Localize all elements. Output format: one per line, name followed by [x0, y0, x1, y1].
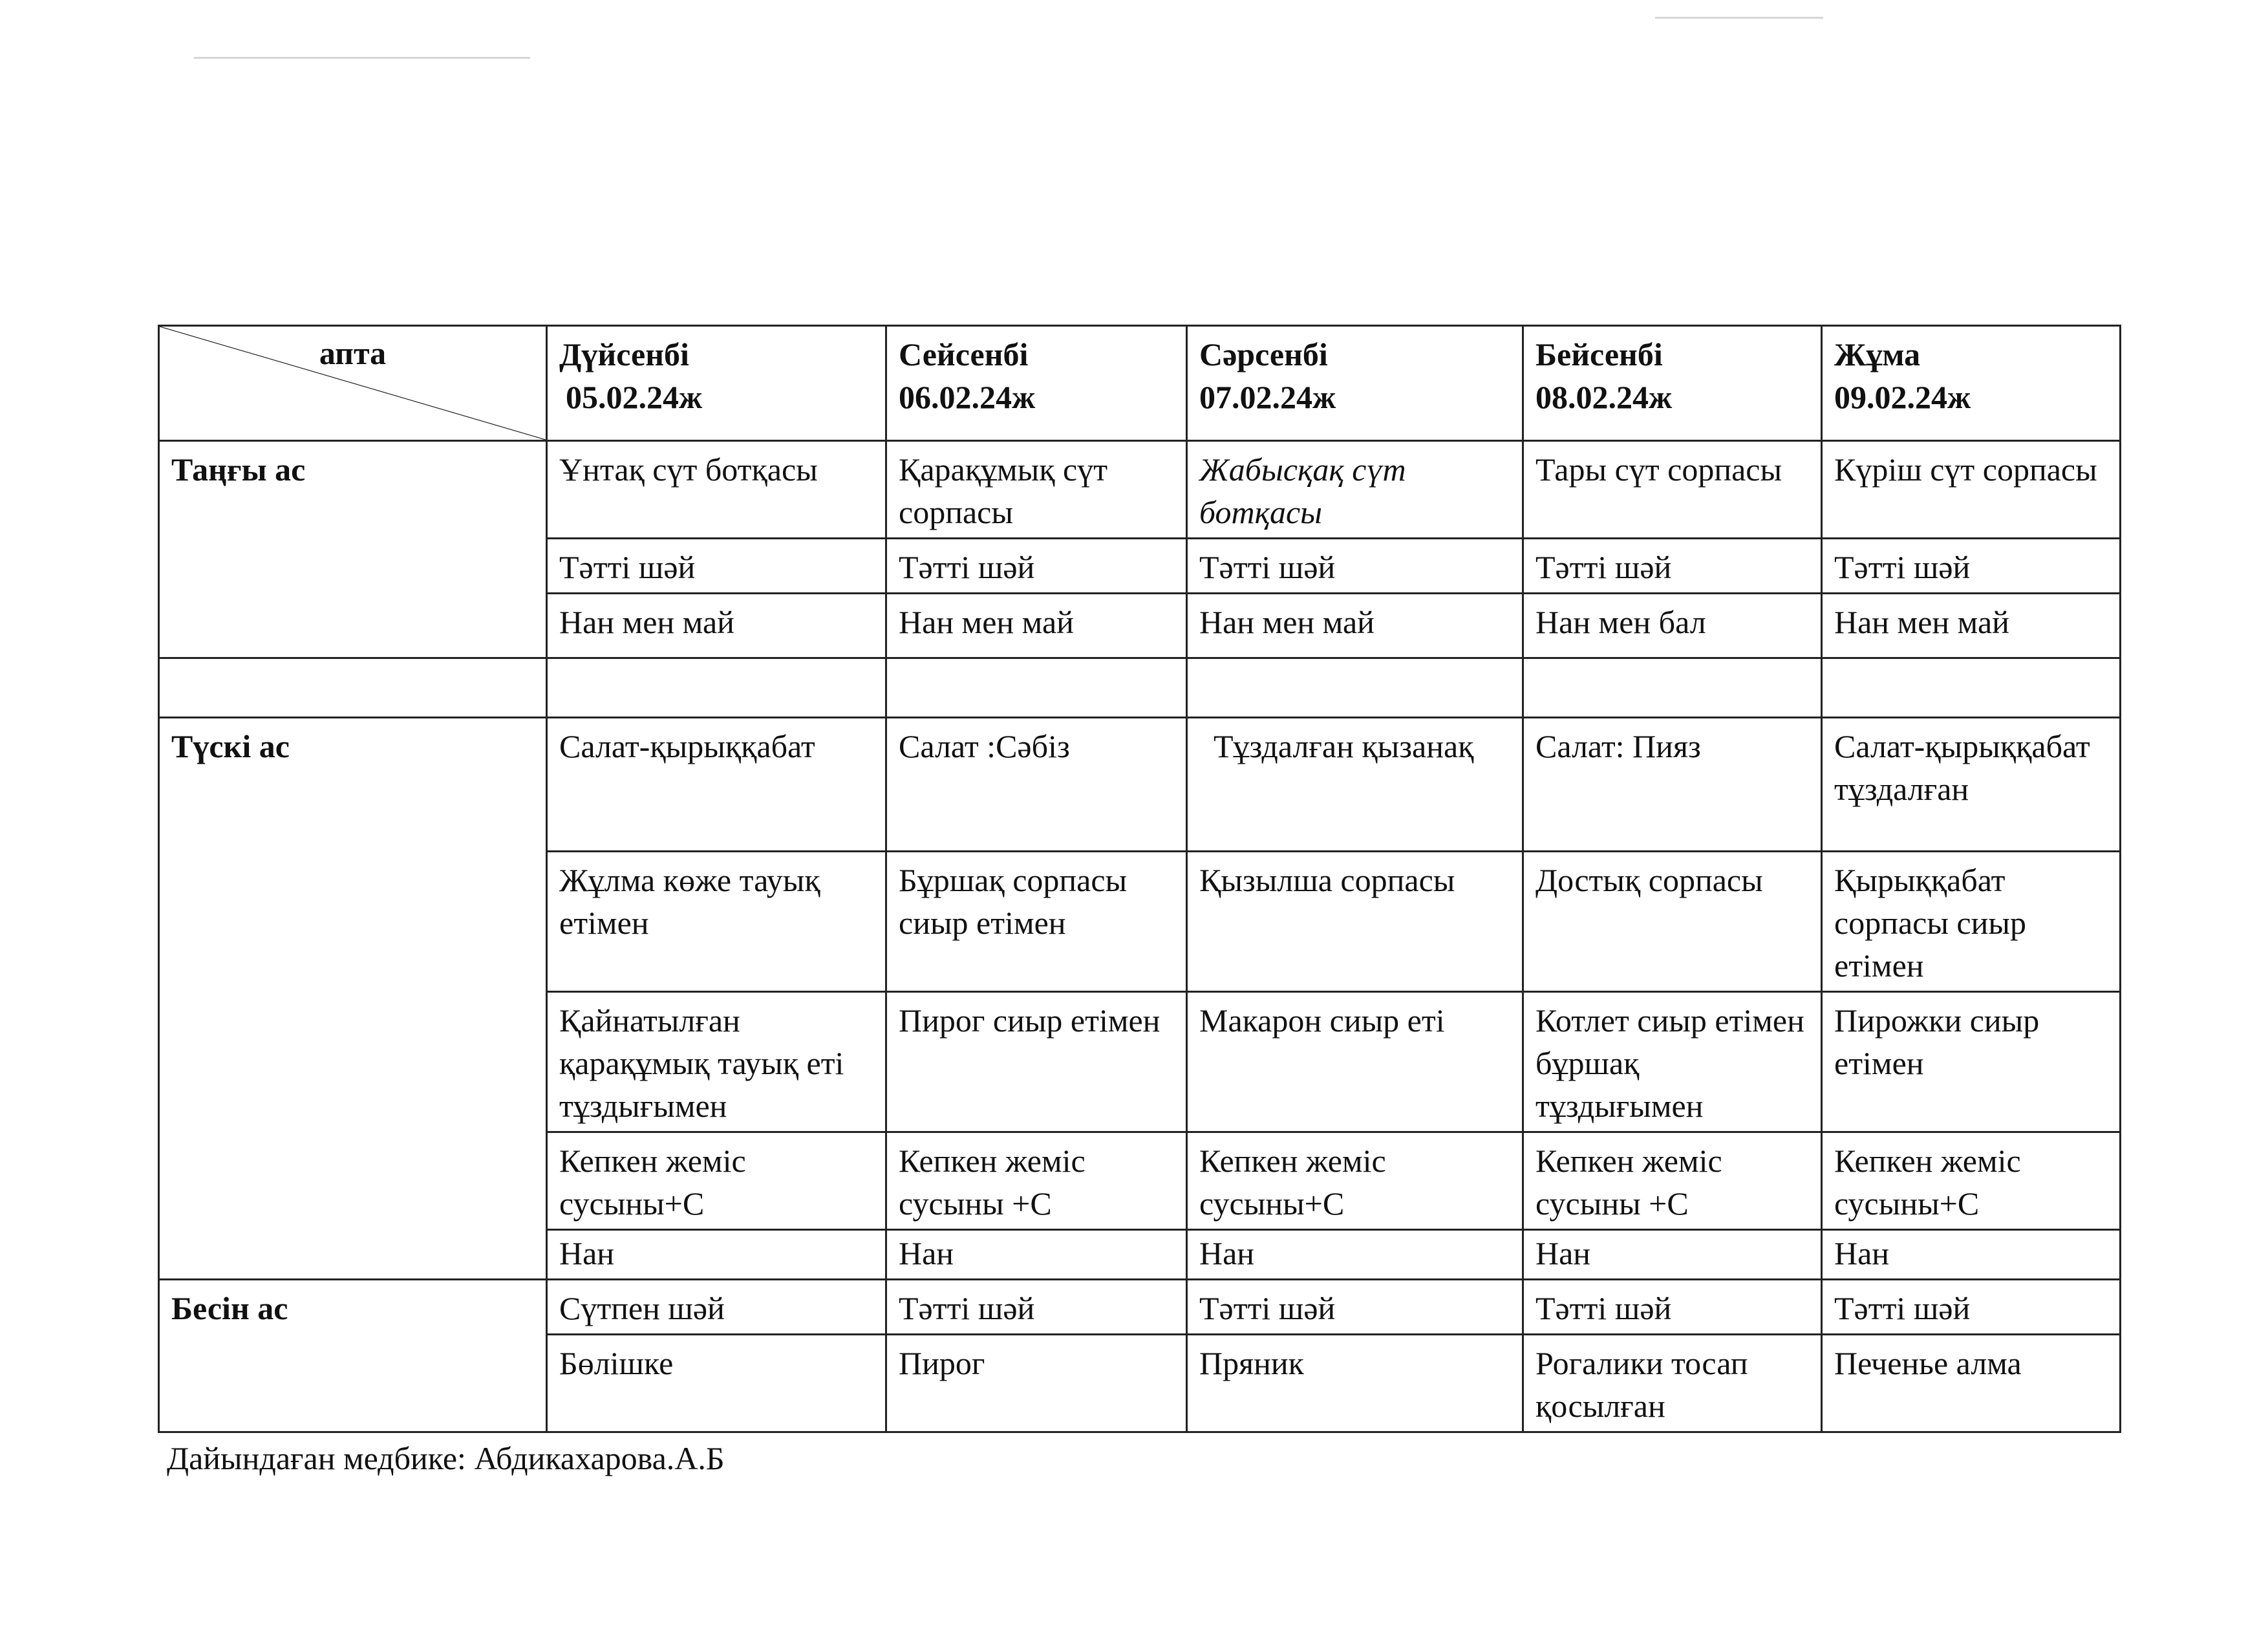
menu-cell: Тұздалған қызанақ [1187, 718, 1523, 852]
menu-cell: Қарақұмық сүт сорпасы [886, 441, 1187, 539]
menu-cell: Қайнатылған қарақұмық тауық еті тұздығымен [547, 992, 886, 1132]
menu-cell: Тәтті шәй [1187, 1280, 1523, 1335]
day-name: Сейсенбі [899, 336, 1029, 372]
menu-cell: Нан мен май [547, 594, 886, 658]
menu-cell: Нан [886, 1230, 1187, 1280]
menu-cell: Пряник [1187, 1335, 1523, 1432]
day-header-friday [1822, 326, 2121, 441]
menu-cell: Жабысқақ сүт ботқасы [1187, 441, 1523, 539]
menu-cell: Салат: Пияз [1523, 718, 1822, 852]
day-header-monday [547, 326, 886, 441]
menu-cell: Нан мен май [1187, 594, 1523, 658]
menu-cell: Ұнтақ сүт ботқасы [547, 441, 886, 539]
day-header-wednesday [1187, 326, 1523, 441]
menu-cell: Кепкен жеміс сусыны +С [1523, 1132, 1822, 1230]
scan-artifact [194, 57, 530, 59]
table-row [159, 1280, 2121, 1335]
menu-cell: Тәтті шәй [1822, 539, 2121, 594]
menu-cell: Пирог [886, 1335, 1187, 1432]
day-header-thursday [1523, 326, 1822, 441]
menu-cell: Күріш сүт сорпасы [1822, 441, 2121, 539]
day-date: 08.02.24ж [1535, 379, 1673, 415]
menu-cell: Салат-қырыққабат тұздалған [1822, 718, 2121, 852]
meal-label-snack: Бесін ас [159, 1280, 547, 1432]
prepared-by-note: Дайындаған медбике: Абдикахарова.А.Б [167, 1440, 725, 1476]
day-name: Сәрсенбі [1199, 336, 1328, 372]
empty-cell [886, 658, 1187, 718]
empty-row [159, 658, 2121, 718]
meal-label-breakfast: Таңғы ас [159, 441, 547, 658]
menu-cell: Рогалики тосап қосылған [1523, 1335, 1822, 1432]
menu-cell: Тәтті шәй [886, 1280, 1187, 1335]
menu-cell: Котлет сиыр етімен бұршақ тұздығымен [1523, 992, 1822, 1132]
day-header-tuesday [886, 326, 1187, 441]
menu-cell: Нан [1822, 1230, 2121, 1280]
menu-cell: Салат-қырыққабат [547, 718, 886, 852]
menu-cell: Бұршақ сорпасы сиыр етімен [886, 852, 1187, 992]
day-date: 05.02.24ж [566, 379, 703, 415]
day-date: 09.02.24ж [1834, 379, 1971, 415]
menu-cell: Нан мен бал [1523, 594, 1822, 658]
corner-cell [159, 326, 547, 441]
menu-cell: Кепкен жеміс сусыны+С [1187, 1132, 1523, 1230]
menu-cell: Кепкен жеміс сусыны+С [547, 1132, 886, 1230]
day-date: 07.02.24ж [1199, 379, 1336, 415]
table-row [159, 718, 2121, 852]
menu-cell: Салат :Сәбіз [886, 718, 1187, 852]
menu-cell: Пирожки сиыр етімен [1822, 992, 2121, 1132]
menu-cell: Кепкен жеміс сусыны+С [1822, 1132, 2121, 1230]
empty-cell [1187, 658, 1523, 718]
menu-cell: Сүтпен шәй [547, 1280, 886, 1335]
menu-cell: Печенье алма [1822, 1335, 2121, 1432]
menu-cell: Тәтті шәй [1523, 539, 1822, 594]
menu-cell: Достық сорпасы [1523, 852, 1822, 992]
menu-cell: Кепкен жеміс сусыны +С [886, 1132, 1187, 1230]
menu-cell: Нан [1523, 1230, 1822, 1280]
meal-label-lunch: Түскі ас [159, 718, 547, 1280]
day-name: Дүйсенбі [559, 336, 689, 372]
scan-artifact [1655, 17, 1823, 19]
menu-cell: Қызылша сорпасы [1187, 852, 1523, 992]
empty-cell [1523, 658, 1822, 718]
menu-cell: Макарон сиыр еті [1187, 992, 1523, 1132]
menu-cell: Нан [1187, 1230, 1523, 1280]
menu-cell: Жұлма көже тауық етімен [547, 852, 886, 992]
day-name: Бейсенбі [1535, 336, 1663, 372]
empty-cell [159, 658, 547, 718]
menu-cell: Тары сүт сорпасы [1523, 441, 1822, 539]
menu-cell: Қырыққабат сорпасы сиыр етімен [1822, 852, 2121, 992]
menu-cell: Тәтті шәй [1187, 539, 1523, 594]
menu-cell: Нан мен май [886, 594, 1187, 658]
header-row [159, 326, 2121, 441]
day-date: 06.02.24ж [899, 379, 1036, 415]
menu-cell: Бөлішке [547, 1335, 886, 1432]
empty-cell [1822, 658, 2121, 718]
weekly-menu-table [158, 325, 2121, 1433]
week-label: апта [319, 335, 387, 371]
menu-cell: Тәтті шәй [1822, 1280, 2121, 1335]
day-name: Жұма [1834, 336, 1921, 372]
menu-cell: Тәтті шәй [1523, 1280, 1822, 1335]
menu-cell: Тәтті шәй [547, 539, 886, 594]
menu-cell: Тәтті шәй [886, 539, 1187, 594]
menu-cell: Нан мен май [1822, 594, 2121, 658]
menu-cell: Пирог сиыр етімен [886, 992, 1187, 1132]
menu-cell: Нан [547, 1230, 886, 1280]
empty-cell [547, 658, 886, 718]
table-row [159, 441, 2121, 539]
